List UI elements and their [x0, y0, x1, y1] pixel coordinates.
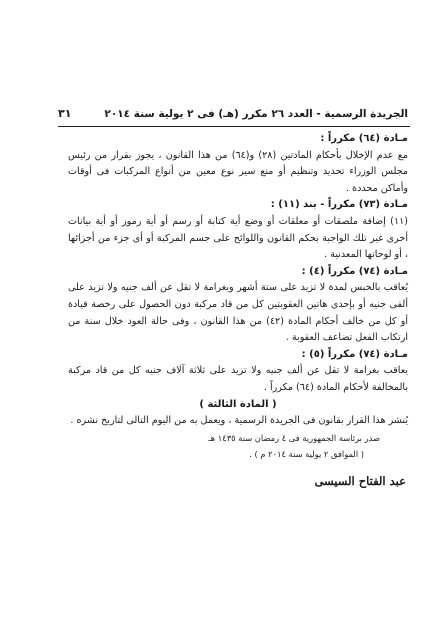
page-number: ٣١: [58, 107, 72, 120]
article-74-5-text: يعاقب بغرامة لا تقل عن ألف جنيه ولا تزيد على ثلاثة آلاف جنيه كل من قاد مركبة بالمخالفة لأحكام المادة (٦٤) مكرراً .: [68, 365, 408, 393]
article-74-5-heading: مـادة (٧٤) مكرراً (٥) :: [301, 348, 408, 360]
article-73-heading: مـادة (٧٣) مكرراً - بند (١١) :: [270, 199, 408, 211]
article-3-heading: ( المادة الثالثة ): [199, 398, 277, 410]
document-body: [68, 131, 408, 489]
header-divider: [58, 126, 410, 127]
article-3-text: يُنشر هذا القرار بقانون فى الجريدة الرسمية ، ويعمل به من اليوم التالى لتاريخ نشره .: [70, 415, 408, 427]
article-74-4-text: يُعاقب بالحبس لمدة لا تزيد على ستة أشهر وبغرامة لا تقل عن ألف جنيه ولا تزيد على ألفى جنيه أو بإحدى هاتين العقوبتين كل من قاد مركبة دون الحصول على رخصة قيادة أو كل من خالف أحكام المادة (٤٢) من هذا القانون ، وفى حالة العود خلال سنة من ارتكاب الفعل تضاعف العقوبة .: [68, 282, 408, 344]
page-header: [58, 107, 408, 120]
article-74-4-heading: مـادة (٧٤) مكرراً (٤) :: [301, 265, 408, 277]
article-73-text: (١١) إضافة ملصقات أو معلقات أو وضع أية كتابة أو رسم أو أية رموز أو أية بيانات أخرى غير تلك الواجبة بحكم القانون واللوائح على جسم المركبة أو أى جزء من أجزائها ، أو لوحاتها المعدنية .: [68, 215, 408, 261]
issued-line: صدر برئاسة الجمهورية فى ٤ رمضان سنة ١٤٣٥ هـ: [208, 432, 380, 443]
signature: عبد الفتاح السيسى: [314, 473, 406, 488]
article-64-heading: مـادة (٦٤) مكرراً :: [320, 133, 408, 144]
header-title: الجريدة الرسمية - العدد ٢٦ مكرر (هـ) فى ٢ يولية سنة ٢٠١٤: [104, 108, 408, 120]
corresponding-date-line: ( الموافق ٢ يولية سنة ٢٠١٤ م ) .: [249, 449, 364, 460]
article-64-text: مع عدم الإخلال بأحكام المادتين (٢٨) و(٦٤) من هذا القانون ، يجوز بقرار من رئيس مجلس الوزراء تحديد وتنظيم أو منع سير نوع معين من أنواع المركبات فى أوقات وأماكن محددة .: [68, 149, 408, 194]
